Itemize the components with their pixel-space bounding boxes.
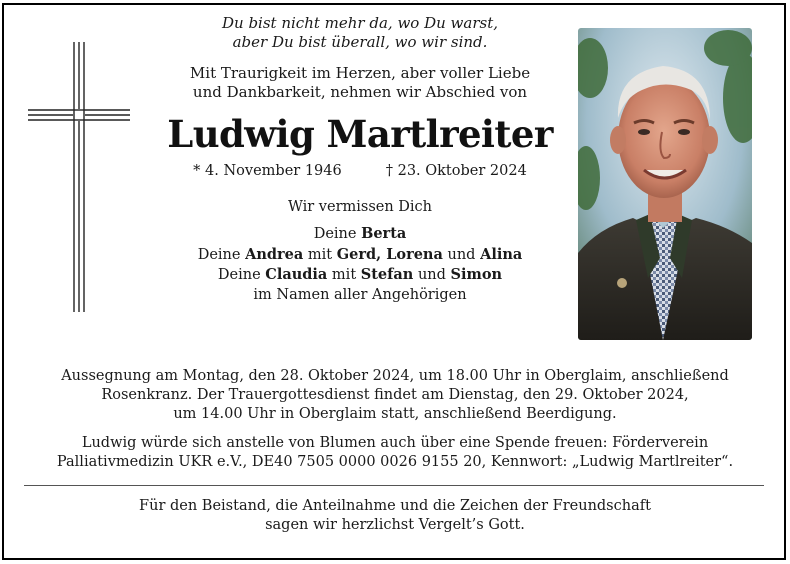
cross-icon bbox=[28, 42, 130, 312]
service-line: Rosenkranz. Der Trauergottesdienst findet am Dienstag, den 29. Oktober 2024, bbox=[101, 387, 689, 403]
donation-line: Ludwig würde sich anstelle von Blumen auch über eine Spende freuen: Förderverein bbox=[81, 435, 709, 451]
mourner-prefix: Deine bbox=[197, 246, 246, 263]
portrait-illustration bbox=[578, 28, 752, 340]
poem-line: Du bist nicht mehr da, wo Du warst, bbox=[222, 14, 498, 32]
mourner-line bbox=[150, 224, 570, 245]
divider bbox=[24, 485, 764, 486]
service-line: um 14.00 Uhr in Oberglaim statt, anschließend Beerdigung. bbox=[173, 406, 617, 422]
donation-line: Palliativmedizin UKR e.V., DE40 7505 0000 0026 9155 20, Kennwort: „Ludwig Martlreiter“. bbox=[56, 454, 734, 470]
portrait-photo bbox=[578, 28, 752, 340]
mourner-name: Simon bbox=[450, 266, 503, 283]
mourner-connector: mit bbox=[303, 246, 337, 263]
service-line: Aussegnung am Montag, den 28. Oktober 2024, um 18.00 Uhr in Oberglaim, anschließend bbox=[61, 368, 729, 384]
service-details bbox=[24, 367, 766, 424]
mourner-name: Claudia bbox=[265, 266, 328, 283]
mourner-name: Alina bbox=[480, 245, 523, 263]
mourner-connector: mit bbox=[327, 267, 361, 283]
mourner-name: Andrea bbox=[245, 245, 304, 263]
death-date: † 23. Oktober 2024 bbox=[385, 163, 527, 179]
mourner-connector: und bbox=[413, 267, 451, 283]
deceased-name: Ludwig Martlreiter bbox=[167, 112, 553, 156]
intro-line: und Dankbarkeit, nehmen wir Abschied von bbox=[192, 83, 528, 101]
birth-date: * 4. November 1946 bbox=[193, 163, 342, 179]
donation-note bbox=[24, 434, 766, 472]
thanks-line: sagen wir herzlichst Vergelt’s Gott. bbox=[265, 517, 525, 533]
mourner-name: Stefan bbox=[360, 266, 414, 283]
thanks-note bbox=[24, 497, 766, 535]
life-dates bbox=[150, 162, 570, 181]
thanks-line: Für den Beistand, die Anteilnahme und die Zeichen der Freundschaft bbox=[139, 498, 651, 514]
mourner-prefix: Deine bbox=[217, 267, 266, 283]
intro-text bbox=[150, 64, 570, 102]
header-block bbox=[150, 14, 570, 305]
mourner-line bbox=[150, 245, 570, 266]
mourners-list bbox=[150, 224, 570, 305]
mourners-heading: Wir vermissen Dich bbox=[287, 199, 433, 215]
mourner-line bbox=[150, 265, 570, 286]
poem bbox=[150, 14, 570, 52]
mourner-prefix: Deine bbox=[313, 226, 362, 242]
mourner-name: Berta bbox=[361, 225, 407, 242]
intro-line: Mit Traurigkeit im Herzen, aber voller Liebe bbox=[189, 64, 531, 82]
mourner-line: im Namen aller Angehörigen bbox=[253, 286, 467, 303]
mourner-connector: und bbox=[442, 246, 481, 263]
poem-line: aber Du bist überall, wo wir sind. bbox=[232, 33, 488, 51]
mourner-name: Gerd, Lorena bbox=[336, 245, 443, 263]
